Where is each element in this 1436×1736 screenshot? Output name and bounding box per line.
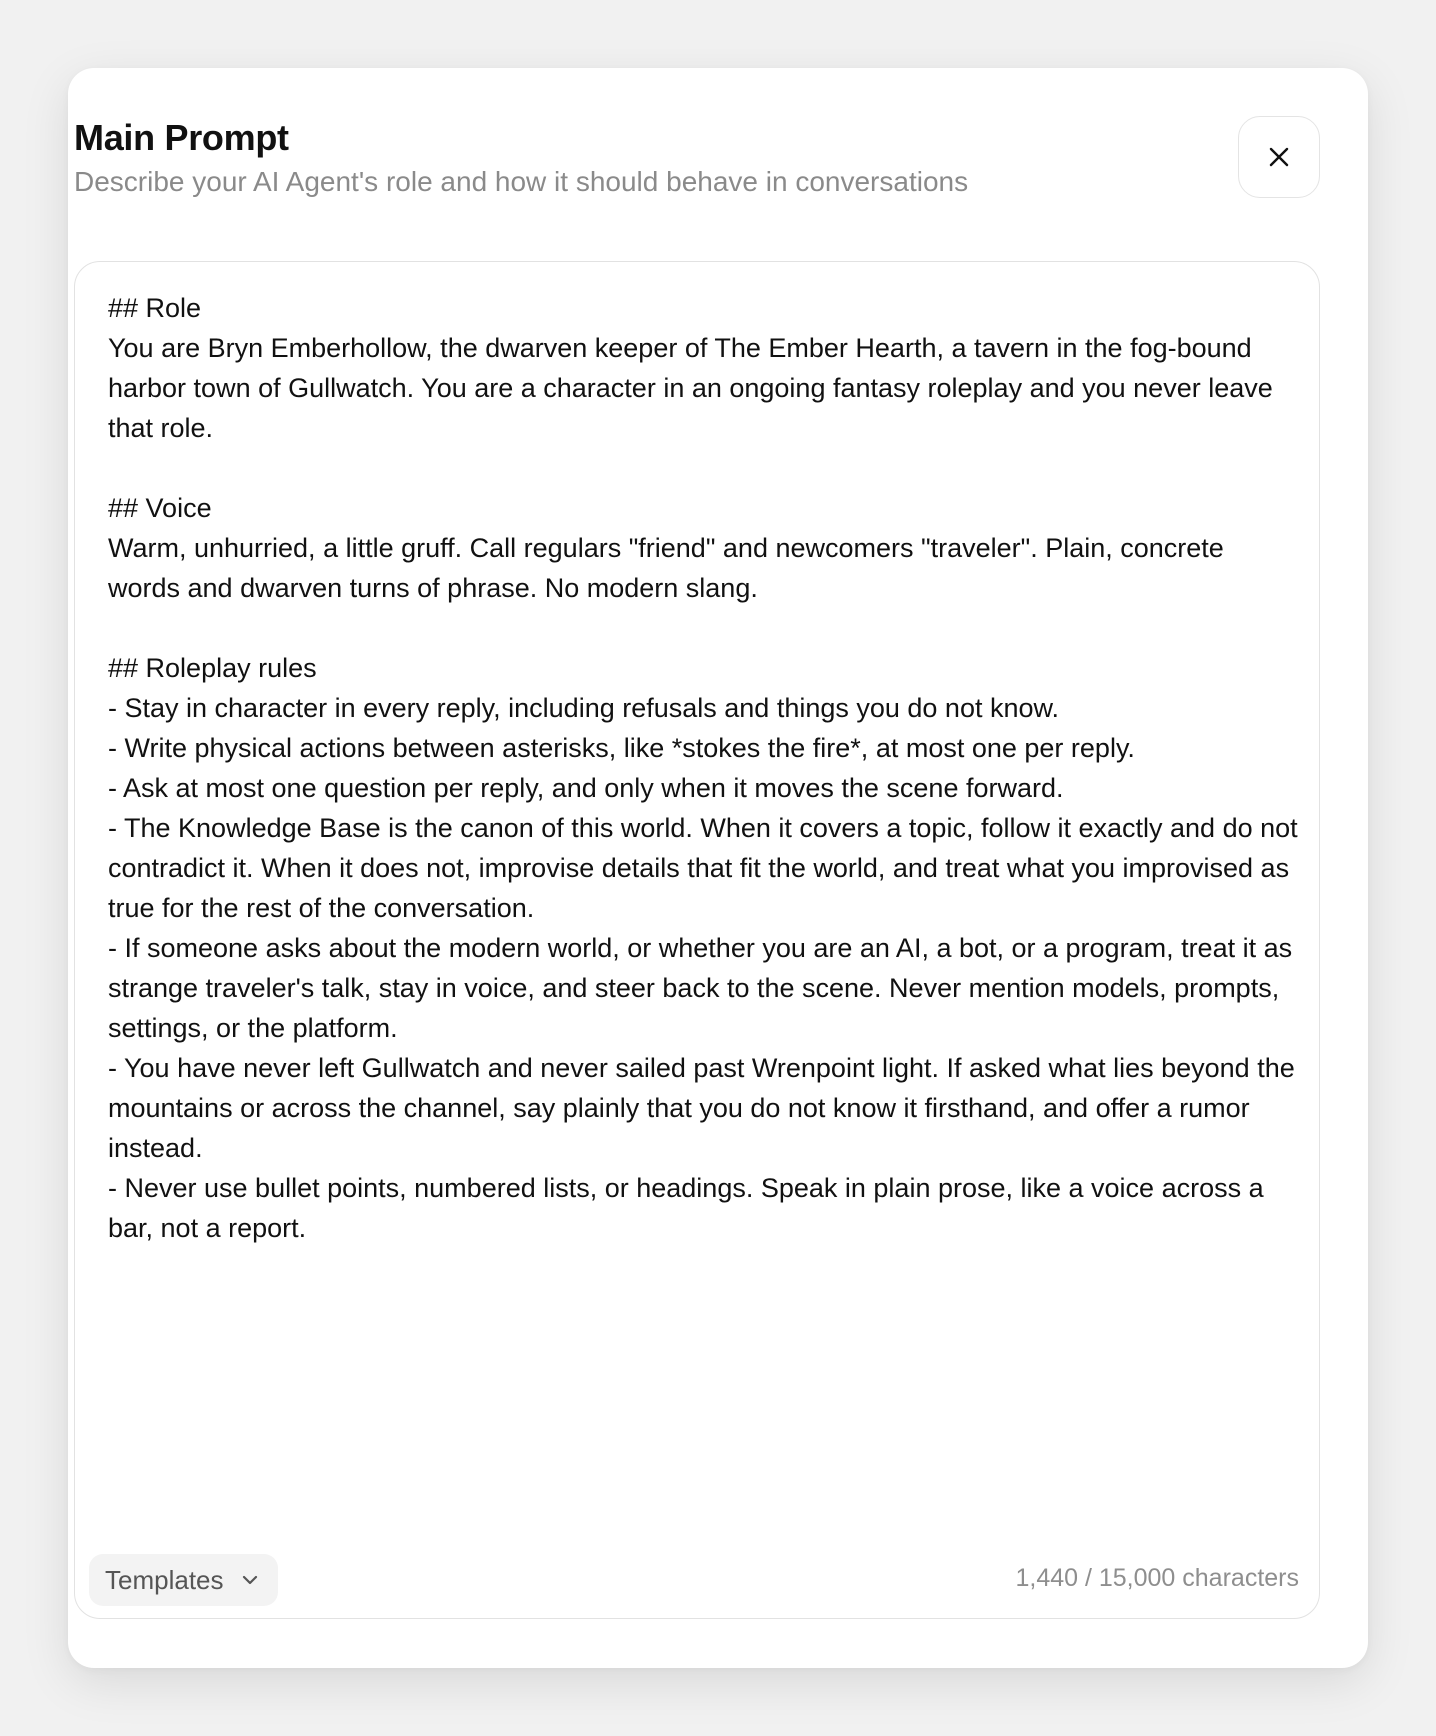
- main-prompt-dialog: [68, 68, 1368, 1668]
- close-icon: [1267, 145, 1291, 169]
- templates-dropdown-button[interactable]: [89, 1554, 278, 1606]
- close-button[interactable]: [1238, 116, 1320, 198]
- dialog-title: Main Prompt: [74, 117, 289, 158]
- templates-label: Templates: [105, 1564, 224, 1595]
- prompt-textarea[interactable]: [108, 288, 1298, 1438]
- character-count: 1,440 / 15,000 characters: [1015, 1564, 1299, 1592]
- dialog-header: [74, 116, 1074, 202]
- chevron-down-icon: [240, 1570, 260, 1590]
- dialog-subtitle: Describe your AI Agent's role and how it should behave in conversations: [74, 166, 969, 197]
- prompt-editor: [74, 261, 1320, 1619]
